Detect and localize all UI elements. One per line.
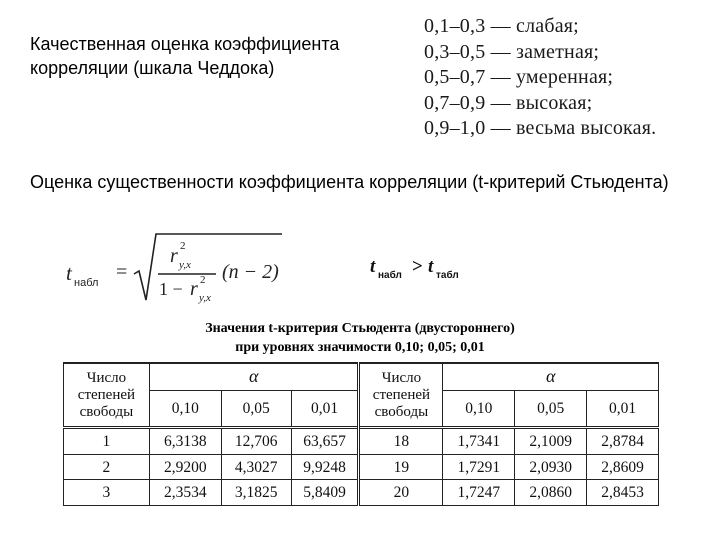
formula-sub-nabl: набл [74,277,99,289]
df-cell: 18 [359,428,443,455]
level-header: 0,05 [221,390,291,427]
formula-sub-numerator: y,x [179,259,191,271]
df-cell: 1 [64,428,150,455]
formula-one-minus: 1 − [159,279,183,299]
value-cell: 5,8409 [291,480,359,506]
value-cell: 2,3534 [149,480,221,506]
value-cell: 1,7291 [443,454,515,480]
scale-item: 0,9–1,0 — весьма высокая. [424,117,657,139]
value-cell: 2,8453 [587,480,659,506]
compare-operator: > [412,256,423,277]
scale-item: 0,7–0,9 — высокая; [424,91,593,114]
level-header: 0,05 [515,390,587,427]
value-cell: 3,1825 [221,480,291,506]
value-cell: 4,3027 [221,454,291,480]
table-row [64,454,659,480]
alpha-header-left: α [149,363,359,390]
formula-sub-denominator: y,x [199,292,211,304]
alpha-header-right: α [443,363,659,390]
df-cell: 3 [64,480,150,506]
t-statistic-formula [60,228,300,310]
table-caption [150,319,570,357]
compare-sub-nabl: набл [378,270,402,281]
formula-sup-numerator: 2 [180,240,186,252]
value-cell: 2,0930 [515,454,587,480]
value-cell: 2,8609 [587,454,659,480]
cheddock-scale-list [424,14,656,142]
t-comparison [368,250,478,284]
value-cell: 2,1009 [515,428,587,455]
formula-equals: = [116,261,128,283]
value-cell: 6,3138 [149,428,221,455]
df-cell: 2 [64,454,150,480]
value-cell: 9,9248 [291,454,359,480]
table-row [64,480,659,506]
value-cell: 1,7341 [443,428,515,455]
scale-item: 0,1–0,3 — слабая; [424,15,579,37]
value-cell: 1,7247 [443,480,515,506]
df-header-right: Число степеней свободы [359,363,443,428]
table-caption-line2: при уровнях значимости 0,10; 0,05; 0,01 [235,340,485,355]
formula-n-term: (n − 2) [222,261,279,283]
level-header: 0,01 [291,390,359,427]
heading-t-test: Оценка существенности коэффициента корреляции (t-критерий Стьюдента) [30,172,669,192]
formula-sup-denominator: 2 [200,274,206,286]
compare-t-right: t [428,256,434,277]
t-critical-values-table [63,362,659,506]
table-row [64,428,659,455]
value-cell: 12,706 [221,428,291,455]
df-cell: 19 [359,454,443,480]
formula-r-denominator: r [190,278,198,300]
scale-item: 0,3–0,5 — заметная; [424,40,600,63]
df-cell: 20 [359,480,443,506]
level-header: 0,01 [587,390,659,427]
value-cell: 2,9200 [149,454,221,480]
formula-t: t [66,261,72,285]
table-caption-line1: Значения t-критерия Стьюдента (двустороннего) [205,321,515,336]
df-header-left: Число степеней свободы [64,363,150,428]
value-cell: 63,657 [291,428,359,455]
formula-r-numerator: r [170,245,178,267]
value-cell: 2,8784 [587,428,659,455]
compare-t-left: t [370,256,376,277]
value-cell: 2,0860 [515,480,587,506]
compare-sub-tabl: табл [436,270,459,281]
level-header: 0,10 [149,390,221,427]
level-header: 0,10 [443,390,515,427]
scale-item: 0,5–0,7 — умеренная; [424,66,614,88]
heading-cheddock-scale: Качественная оценка коэффициента корреляции (шкала Чеддока) [30,34,340,78]
